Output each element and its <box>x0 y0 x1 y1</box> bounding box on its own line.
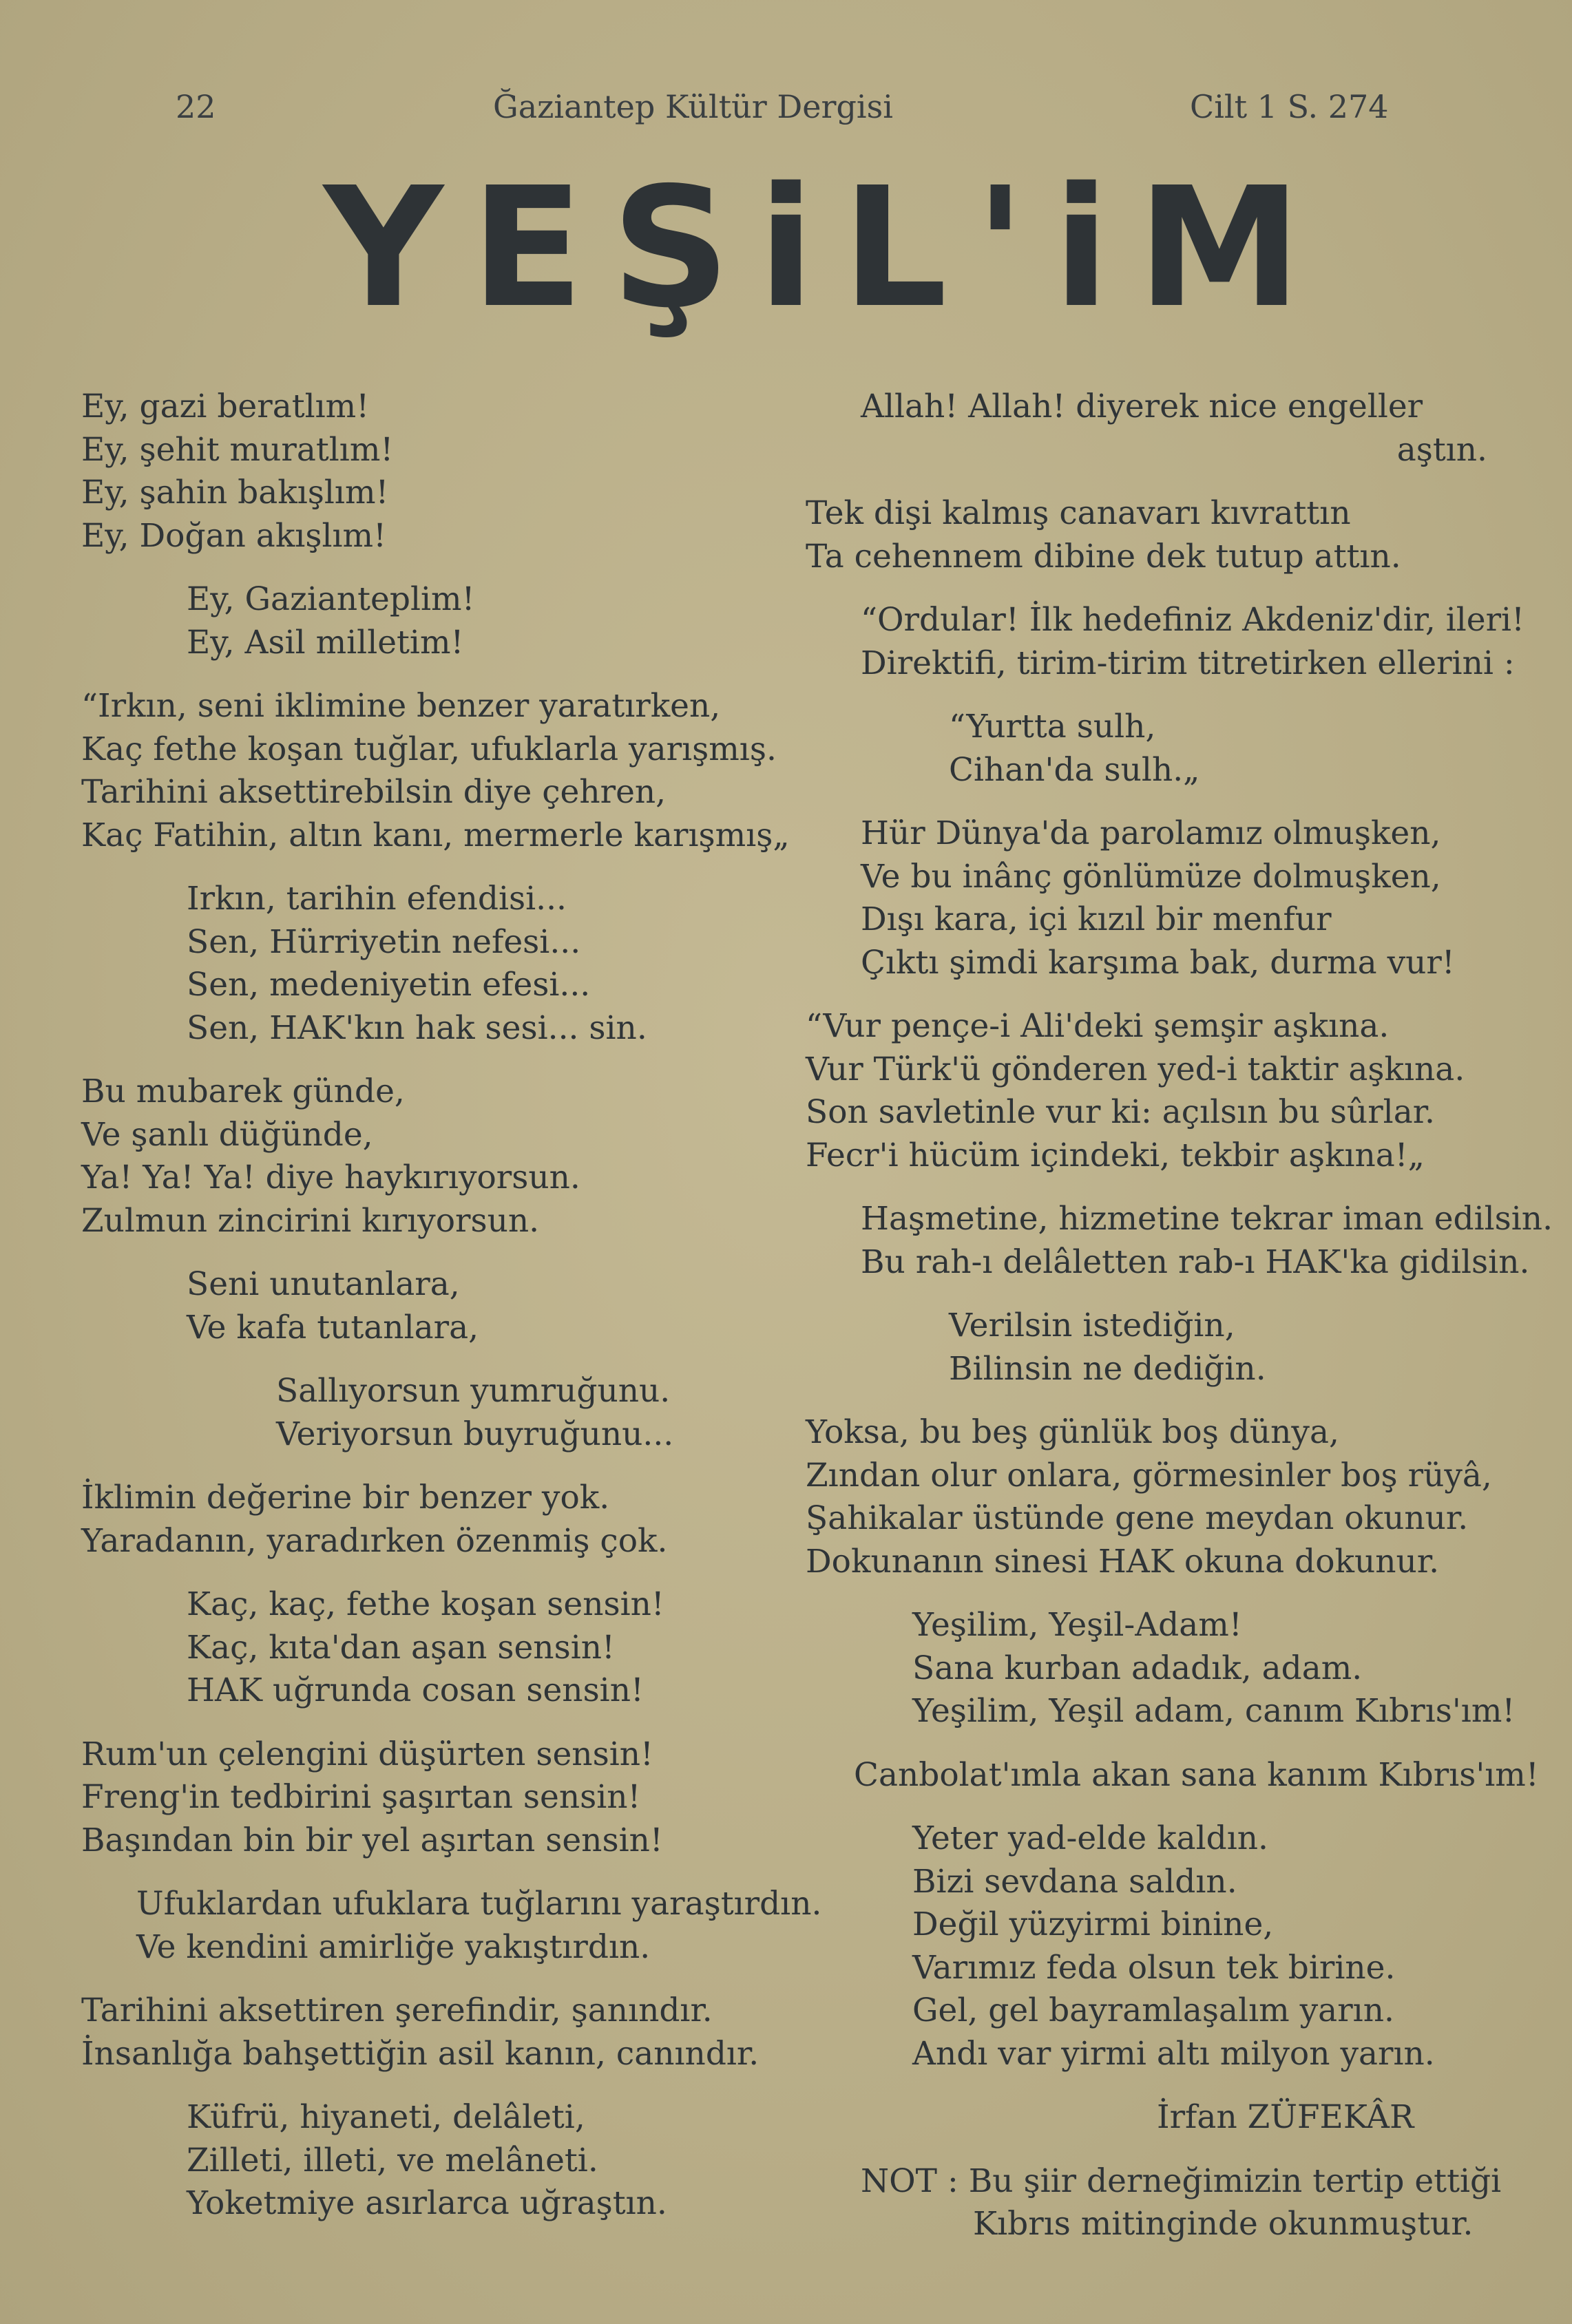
volume-issue: Cilt 1 S. 274 <box>1190 88 1389 125</box>
stanza <box>806 1411 1508 1583</box>
poem-line: Allah! Allah! diyerek nice engeller <box>861 388 1423 425</box>
stanza <box>806 1198 1553 1284</box>
poem-line: Ey, şehit muratlım! <box>81 430 394 469</box>
poem-line: Verilsin istediğin, <box>949 1307 1235 1344</box>
poem-line: “Irkın, seni iklimine benzer yaratırken, <box>81 687 721 725</box>
poem-line: Kaç, kaç, fethe koşan sensin! <box>187 1585 664 1623</box>
poem-line: İnsanlığa bahşettiğin asil kanın, canındır. <box>81 2034 759 2073</box>
stanza <box>806 1304 1508 1391</box>
poem-line: “Yurtta sulh, <box>949 708 1156 746</box>
poem-line: Bu mubarek günde, <box>81 1073 405 1110</box>
poem-line: Ey, Gazianteplim! <box>187 580 475 618</box>
stanza <box>81 1733 770 1863</box>
poem-line: “Vur pençe-i Ali'deki şemşir aşkına. <box>806 1007 1390 1045</box>
poem-line: Fecr'i hücüm içindeki, tekbir aşkına!„ <box>806 1136 1425 1174</box>
poem-line: Canbolat'ımla akan sana kanım Kıbrıs'ım! <box>854 1755 1539 1794</box>
stanza <box>806 492 1508 578</box>
stanza <box>806 1754 1539 1797</box>
footnote <box>806 2160 1508 2246</box>
stanza <box>81 685 790 857</box>
poem-line: Direktifi, tirim-tirim titretirken ellerini : <box>861 644 1515 682</box>
poem-line: Sen, medeniyetin efesi... <box>187 966 591 1004</box>
poem-line: Bizi sevdana saldın. <box>912 1862 1237 1901</box>
journal-name: Ğaziantep Kültür Dergisi <box>493 88 893 125</box>
poem-line: aştın. <box>1396 430 1487 469</box>
poem-line: İklimin değerine bir benzer yok. <box>81 1479 610 1517</box>
stanza <box>81 1070 770 1243</box>
stanza <box>806 385 1508 429</box>
footnote-text-1: Bu şiir derneğimizin tertip ettiği <box>968 2162 1502 2200</box>
poem-line: Freng'in tedbirini şaşırtan sensin! <box>81 1778 641 1816</box>
author-signature: İrfan ZÜFEKÂR <box>1157 2098 1414 2136</box>
poem-line: Dışı kara, içi kızıl bir menfur <box>861 900 1332 938</box>
poem-line: Andı var yirmi altı milyon yarın. <box>912 2034 1435 2073</box>
stanza <box>81 1263 770 1349</box>
stanza <box>81 878 770 1050</box>
poem-line: “Ordular! İlk hedefiniz Akdeniz'dir, ileri! <box>861 601 1524 639</box>
poem-line: Ey, Doğan akışlım! <box>81 516 386 555</box>
stanza <box>806 1005 1508 1177</box>
poem-right-column <box>806 385 1553 2246</box>
poem-line: Cihan'da sulh.„ <box>949 750 1200 789</box>
stanza <box>81 1477 770 1563</box>
poem-line: Hür Dünya'da parolamız olmuşken, <box>861 814 1441 852</box>
poem-line: Sallıyorsun yumruğunu. <box>276 1372 671 1410</box>
poem-line: Sen, HAK'kın hak sesi... sin. <box>187 1008 647 1047</box>
stanza <box>806 1817 1508 2075</box>
poem-line: Varımız feda olsun tek birine. <box>912 1948 1396 1987</box>
poem-line: Seni unutanlara, <box>187 1265 460 1303</box>
stanza <box>81 1583 770 1713</box>
poem-line: Kaç, kıta'dan aşan sensin! <box>187 1628 615 1667</box>
poem-line: HAK uğrunda cosan sensin! <box>187 1671 644 1709</box>
stanza <box>806 706 1508 792</box>
poem-line: Yoketmiye asırlarca uğraştın. <box>187 2184 667 2222</box>
poem-line: Ve şanlı düğünde, <box>81 1115 373 1154</box>
poem-line: Zından olur onlara, görmesinler boş rüyâ, <box>806 1456 1492 1494</box>
footnote-label: NOT : <box>861 2162 958 2200</box>
poem-line: Son savletinle vur ki: açılsın bu sûrlar. <box>806 1093 1435 1131</box>
poem-line: Rum'un çelengini düşürten sensin! <box>81 1735 653 1773</box>
poem-line: Ve kafa tutanlara, <box>187 1308 479 1346</box>
poem-line: Dokunanın sinesi HAK okuna dokunur. <box>806 1542 1440 1581</box>
poem-line: Başından bin bir yel aşırtan sensin! <box>81 1821 663 1859</box>
poem-line: Haşmetine, hizmetine tekrar iman edilsin. <box>861 1200 1553 1238</box>
poem-line: Kaç fethe koşan tuğlar, ufuklarla yarışmış. <box>81 730 777 768</box>
poem-left-column <box>81 385 822 2246</box>
poem-line: Ey, Asil milletim! <box>187 623 464 662</box>
poem-line: Yeşilim, Yeşil-Adam! <box>912 1606 1242 1644</box>
footnote-line-1 <box>806 2160 1508 2204</box>
poem-line: Tarihini aksettirebilsin diye çehren, <box>81 773 667 811</box>
stanza <box>81 385 770 558</box>
stanza <box>806 812 1508 984</box>
poem-line: Zilleti, illeti, ve melâneti. <box>187 2141 598 2179</box>
poem-line: Zulmun zincirini kırıyorsun. <box>81 1201 540 1240</box>
poem-line: Ufuklardan ufuklara tuğlarını yaraştırdın. <box>136 1885 822 1923</box>
poem-line: Sana kurban adadık, adam. <box>912 1649 1363 1687</box>
poem-line: Ta cehennem dibine dek tutup attın. <box>806 537 1401 575</box>
stanza <box>81 1370 770 1456</box>
poem-line: Küfrü, hiyaneti, delâleti, <box>187 2098 585 2136</box>
poem-line: Ve kendini amirliğe yakıştırdın. <box>136 1927 651 1966</box>
poem-line: Şahikalar üstünde gene meydan okunur. <box>806 1499 1469 1537</box>
poem-line: Çıktı şimdi karşıma bak, durma vur! <box>861 943 1455 982</box>
poem-line: Vur Türk'ü gönderen yed-i taktir aşkına. <box>806 1050 1465 1088</box>
poem-line: Ey, şahin bakışlım! <box>81 474 389 511</box>
poem-line: Kaç Fatihin, altın kanı, mermerle karışmış„ <box>81 816 790 854</box>
stanza <box>806 1604 1516 1733</box>
poem-title: YEŞiL'iM <box>324 151 1330 344</box>
poem-line: Yoksa, bu beş günlük boş dünya, <box>806 1413 1339 1451</box>
poem-line: Ey, gazi beratlım! <box>81 388 370 425</box>
stanza <box>806 429 1508 472</box>
right-stanzas <box>806 385 1553 2075</box>
stanza <box>81 1883 822 1969</box>
poem-line: Irkın, tarihin efendisi... <box>187 880 567 918</box>
stanza <box>806 599 1524 685</box>
poem-line: Yaradanın, yaradırken özenmiş çok. <box>81 1521 668 1560</box>
poem-line: Tek dişi kalmış canavarı kıvrattın <box>806 494 1351 532</box>
poem-line: Sen, Hürriyetin nefesi... <box>187 922 581 961</box>
poem-line: Bilinsin ne dediğin. <box>949 1349 1266 1388</box>
poem-line: Tarihini aksettiren şerefindir, şanındır. <box>81 1992 713 2029</box>
poem-line: Ya! Ya! Ya! diye haykırıyorsun. <box>81 1159 580 1196</box>
footnote-line-2: Kıbrıs mitinginde okunmuştur. <box>973 2205 1474 2243</box>
poem-line: Ve bu inânç gönlümüze dolmuşken, <box>861 857 1441 896</box>
poem-line: Değil yüzyirmi binine, <box>912 1905 1274 1943</box>
poem-line: Yeşilim, Yeşil adam, canım Kıbrıs'ım! <box>912 1692 1516 1730</box>
stanza <box>81 578 770 664</box>
poem-line: Gel, gel bayramlaşalım yarın. <box>912 1992 1394 2029</box>
poem-line: Veriyorsun buyruğunu... <box>276 1415 674 1453</box>
page-number: 22 <box>176 88 216 125</box>
poem-line: Bu rah-ı delâletten rab-ı HAK'ka gidilsin. <box>861 1243 1530 1281</box>
stanza <box>81 1989 770 2075</box>
poem-line: Yeter yad-elde kaldın. <box>912 1819 1268 1857</box>
stanza <box>81 2096 770 2226</box>
